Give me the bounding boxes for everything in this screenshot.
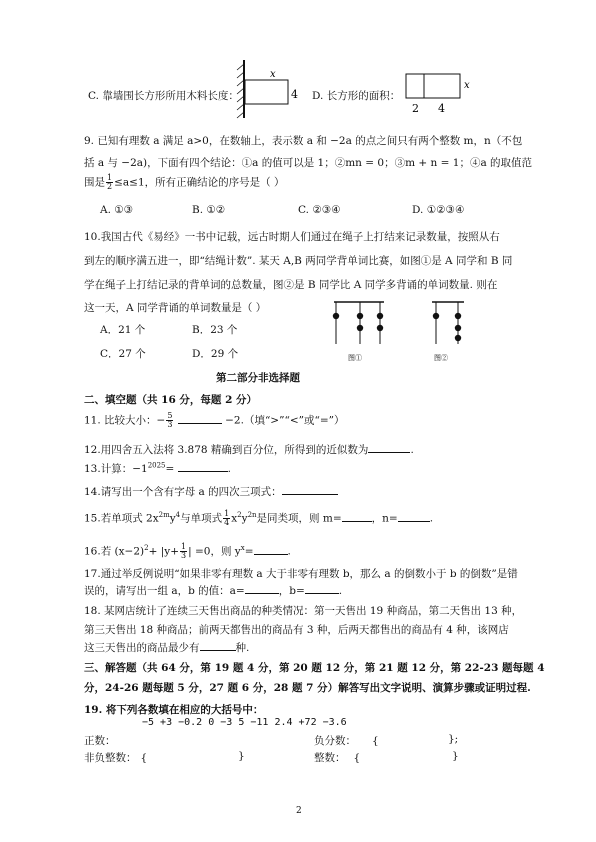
fig1-label: 图①	[348, 354, 362, 362]
q9-line3-pre: 围是	[84, 176, 105, 189]
q9-line3-post: ≤a≤1，所有正确结论的序号是（ ）	[114, 176, 285, 189]
q15-fraction: $\frac{1}{4}$	[224, 509, 230, 527]
q10-knot-figure-1	[328, 296, 390, 366]
section3-line2: 分，24-26 题每题 5 分，27 题 6 分，28 题 7 分）解答写出文字说明、演算步骤或证明过程.	[84, 682, 531, 694]
q10-option-b: B．23 个	[192, 324, 238, 336]
q14: 14.请写出一个含有字母 a 的四次三项式：	[84, 484, 338, 499]
q9-line1: 9. 已知有理数 a 满足 a>0，在数轴上，表示数 a 和 −2a 的点之间只有两个整数 m，n（不包	[84, 135, 523, 147]
q19-negative-row: 负分数： {	[314, 735, 379, 747]
q17-blank-b[interactable]	[305, 583, 339, 594]
q13: 13.计算：$-1^{2025}=$ .	[84, 461, 232, 475]
q8-option-c: C. 靠墙围长方形所用木料长度：	[88, 90, 239, 102]
q16-blank[interactable]	[254, 544, 288, 555]
knot	[455, 313, 461, 319]
nonneg-lbrace: {	[140, 752, 148, 764]
q15-blank-m[interactable]	[342, 511, 372, 522]
q19-positive-row: 正数：	[84, 735, 116, 747]
fig-d-right-label: x	[464, 80, 470, 91]
q15-blank-n[interactable]	[398, 511, 430, 522]
fig-c-top-label: x	[270, 69, 276, 80]
q19-numbers: −5 +3 −0.2 0 −3 5 −11 2.4 +72 −3.6	[142, 717, 347, 728]
q10-line4: 这一天，A 同学背诵的单词数量是（ ）	[84, 302, 267, 314]
q17-line1: 17.通过举反例说明“如果非零有理数 a 大于非零有理数 b，那么 a 的倒数小于 b 的倒数”是错	[84, 568, 518, 580]
knot	[455, 335, 461, 341]
q9-option-a: A. ①③	[100, 204, 134, 216]
q10-option-a: A．21 个	[100, 324, 146, 336]
integer-rbrace: }	[452, 750, 459, 762]
q18-line1: 18. 某网店统计了连续三天售出商品的种类情况：第一天售出 19 种商品，第二天售出 13 种，	[84, 605, 523, 617]
negative-rbrace: };	[448, 733, 459, 745]
q14-blank[interactable]	[282, 484, 338, 495]
page-number: 2	[296, 806, 302, 816]
q9-option-c: C. ②③④	[298, 204, 341, 216]
section2-title: 二、填空题（共 16 分，每题 2 分）	[84, 394, 258, 406]
knot	[333, 313, 339, 319]
integer-lbrace: {	[353, 752, 361, 764]
fig-c-right-label: 4	[291, 88, 298, 101]
q9-line2: 括 a 与 −2a)，下面有四个结论：①a 的值可以是 1；②mn = 0；③m + n = 1；④a 的取值范	[84, 157, 533, 169]
knot	[377, 325, 383, 331]
q10-line1: 10.我国古代《易经》一书中记载，远古时期人们通过在绳子上打结来记录数量，按照从右	[84, 231, 500, 243]
q17-blank-a[interactable]	[245, 583, 279, 594]
q11-blank[interactable]	[178, 413, 222, 424]
q8-figure-d	[404, 70, 474, 116]
q18-blank[interactable]	[200, 640, 236, 651]
knot	[455, 325, 461, 331]
q10-knot-figure-2	[428, 296, 472, 366]
q9-line3	[84, 174, 284, 191]
q12: 12.用四舍五入法将 3.878 精确到百分位，所得到的近似数为 .	[84, 444, 414, 456]
q18-line3: 这三天售出的商品最少有 种.	[84, 642, 250, 654]
q11: 11. 比较大小：− $\frac{5}{3}$ −2.（填“>”“<”或“=”）	[84, 411, 345, 429]
part2-title: 第二部分非选择题	[216, 372, 300, 384]
q9-fraction: $\frac{1}{2}$	[107, 173, 113, 191]
q13-blank[interactable]	[178, 461, 228, 472]
knot	[357, 325, 363, 331]
q16: 16.若 $(x-2)^2+ |y+$ $\frac{1}{3}$ | =0，则 $y^x=$ .	[84, 542, 291, 560]
section3-line1: 三、解答题（共 64 分，第 19 题 4 分，第 20 题 12 分，第 21 题 12 分，第 22-23 题每题 4	[84, 662, 545, 674]
q16-fraction: $\frac{1}{3}$	[181, 542, 187, 560]
fig-d-bottom-left: 2	[412, 102, 419, 115]
nonneg-rbrace: }	[238, 750, 245, 762]
q12-blank[interactable]	[368, 442, 410, 453]
q19-nonneg-row: 非负整数： {	[84, 752, 148, 764]
q19-title: 19. 将下列各数填在相应的大括号中：	[84, 704, 264, 716]
q8-figure-c	[232, 58, 302, 120]
fig2-label: 图②	[434, 354, 448, 362]
q10-option-c: C．27 个	[100, 348, 146, 360]
negative-lbrace: {	[372, 735, 379, 747]
q15: 15.若单项式 $2x^{2m}y^4$与单项式 $\frac{1}{4}$ $x^2y^{2n}$是同类项，则 m= ，n= .	[84, 509, 434, 527]
q9-option-d: D. ①②③④	[412, 204, 465, 216]
q10-option-d: D．29 个	[192, 348, 239, 360]
q11-fraction: $\frac{5}{3}$	[167, 411, 173, 429]
q10-line2: 到左的顺序满五进一，即“结绳计数”. 某天 A,B 两同学背单词比赛，如图①是 A 同学和 B 同	[84, 255, 513, 267]
fig-d-bottom-right: 4	[438, 102, 445, 115]
q19-integer-row: 整数： {	[314, 752, 361, 764]
q10-line3: 学在绳子上打结记录的背单词的总数量，图②是 B 同学比 A 同学多背诵的单词数量. 则在	[84, 279, 498, 291]
q17-line2: 误的，请写出一组 a，b 的值：a= ，b= .	[84, 585, 343, 597]
q9-option-b: B. ①②	[192, 204, 226, 216]
q18-line2: 第三天售出 18 种商品；前两天都售出的商品有 3 种，后两天都售出的商品有 4 种，该网店	[84, 624, 509, 636]
knot	[357, 313, 363, 319]
knot	[377, 313, 383, 319]
knot	[433, 313, 439, 319]
q8-option-d: D. 长方形的面积：	[312, 90, 401, 102]
